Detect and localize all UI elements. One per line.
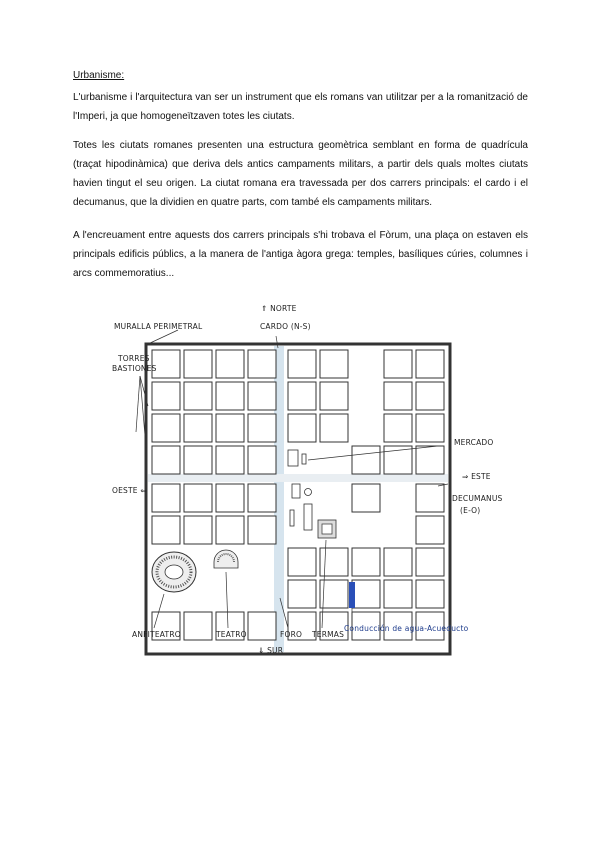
- section-heading: Urbanisme:: [73, 70, 125, 81]
- city-block: [184, 350, 212, 378]
- label-decumanus: DECUMANUS: [452, 494, 503, 503]
- city-block: [216, 516, 244, 544]
- city-grid: [108, 298, 500, 668]
- city-block: [184, 612, 212, 640]
- label-bastions: BASTIONES: [112, 364, 157, 373]
- city-block: [320, 350, 348, 378]
- city-block: [352, 548, 380, 576]
- city-block: [184, 516, 212, 544]
- city-block: [416, 446, 444, 474]
- label-baths: TERMAS: [312, 630, 345, 639]
- city-block: [152, 446, 180, 474]
- city-block: [216, 446, 244, 474]
- south-icon: ⇓: [258, 646, 268, 655]
- city-block: [352, 580, 380, 608]
- label-decumanus-axis: (E-O): [460, 506, 481, 515]
- city-block: [216, 414, 244, 442]
- label-north: ⇑ NORTE: [261, 304, 297, 313]
- city-block: [320, 548, 348, 576]
- paragraph-2: Totes les ciutats romanes presenten una estructura geomètrica semblant en forma de quadrícula (traçat hipodinàmica) que deriva dels antics campaments militars, a partir dels quals moltes ciutats havien tingut el seu origen. La ciutat romana era travessada per dos carrers principals: el cardo i el decumanus, que la dividien en quatre parts, com també els campaments militars.: [73, 140, 528, 208]
- city-block: [288, 350, 316, 378]
- city-block: [288, 580, 316, 608]
- east-icon: ⇒: [462, 472, 472, 481]
- city-block: [248, 446, 276, 474]
- label-cardo: CARDO (N-S): [260, 322, 311, 331]
- label-amphitheatre: ANFITEATRO: [132, 630, 181, 639]
- city-block: [248, 612, 276, 640]
- city-block: [288, 414, 316, 442]
- city-block: [248, 516, 276, 544]
- label-forum: FORO: [280, 630, 303, 639]
- roman-city-diagram: [108, 298, 503, 668]
- label-aqueduct: Conducción de agua-Acueducto: [344, 624, 469, 633]
- label-west: OESTE ⇐: [112, 486, 147, 495]
- city-block: [320, 382, 348, 410]
- paragraph-1: L'urbanisme i l'arquitectura van ser un instrument que els romans van utilitzar per a la romanització de l'Imperi, ja que homogeneïtzaven totes les ciutats.: [73, 92, 528, 122]
- city-block: [248, 484, 276, 512]
- label-wall: MURALLA PERIMETRAL: [114, 322, 203, 331]
- city-block: [320, 414, 348, 442]
- amphitheatre: [152, 552, 196, 592]
- aqueduct: [349, 582, 355, 608]
- city-block: [352, 484, 380, 512]
- city-block: [416, 414, 444, 442]
- label-market: MERCADO: [454, 438, 494, 447]
- city-block: [184, 382, 212, 410]
- city-block: [152, 414, 180, 442]
- city-block: [416, 350, 444, 378]
- city-block: [184, 446, 212, 474]
- label-east: ⇒ ESTE: [462, 472, 491, 481]
- city-block: [384, 580, 412, 608]
- city-block: [384, 548, 412, 576]
- city-block: [416, 382, 444, 410]
- forum: [290, 484, 312, 530]
- city-block: [384, 414, 412, 442]
- city-block: [288, 382, 316, 410]
- city-block: [152, 484, 180, 512]
- label-towers: TORRES: [118, 354, 150, 363]
- city-block: [248, 350, 276, 378]
- label-south: ⇓ SUR: [258, 646, 284, 655]
- paragraph-3: A l'encreuament entre aquests dos carrers principals s'hi trobava el Fòrum, una plaça on estaven els principals edificis públics, a la manera de l'antiga àgora grega: temples, basíliques cúries, columnes i arcs commemoratius...: [73, 230, 528, 279]
- city-block: [184, 484, 212, 512]
- city-block: [216, 350, 244, 378]
- city-block: [152, 382, 180, 410]
- city-block: [352, 446, 380, 474]
- north-icon: ⇑: [261, 304, 271, 313]
- city-block: [416, 516, 444, 544]
- city-block: [416, 548, 444, 576]
- label-theatre: TEATRO: [216, 630, 247, 639]
- theatre: [214, 550, 238, 568]
- city-block: [416, 484, 444, 512]
- west-icon: ⇐: [137, 486, 147, 495]
- city-block: [184, 414, 212, 442]
- market: [288, 450, 306, 466]
- baths: [318, 520, 336, 538]
- city-block: [248, 382, 276, 410]
- decumanus-road: [148, 474, 448, 482]
- city-block: [416, 580, 444, 608]
- city-block: [288, 548, 316, 576]
- city-block: [216, 382, 244, 410]
- city-block: [384, 350, 412, 378]
- city-block: [216, 484, 244, 512]
- city-block: [248, 414, 276, 442]
- city-block: [152, 516, 180, 544]
- city-block: [384, 382, 412, 410]
